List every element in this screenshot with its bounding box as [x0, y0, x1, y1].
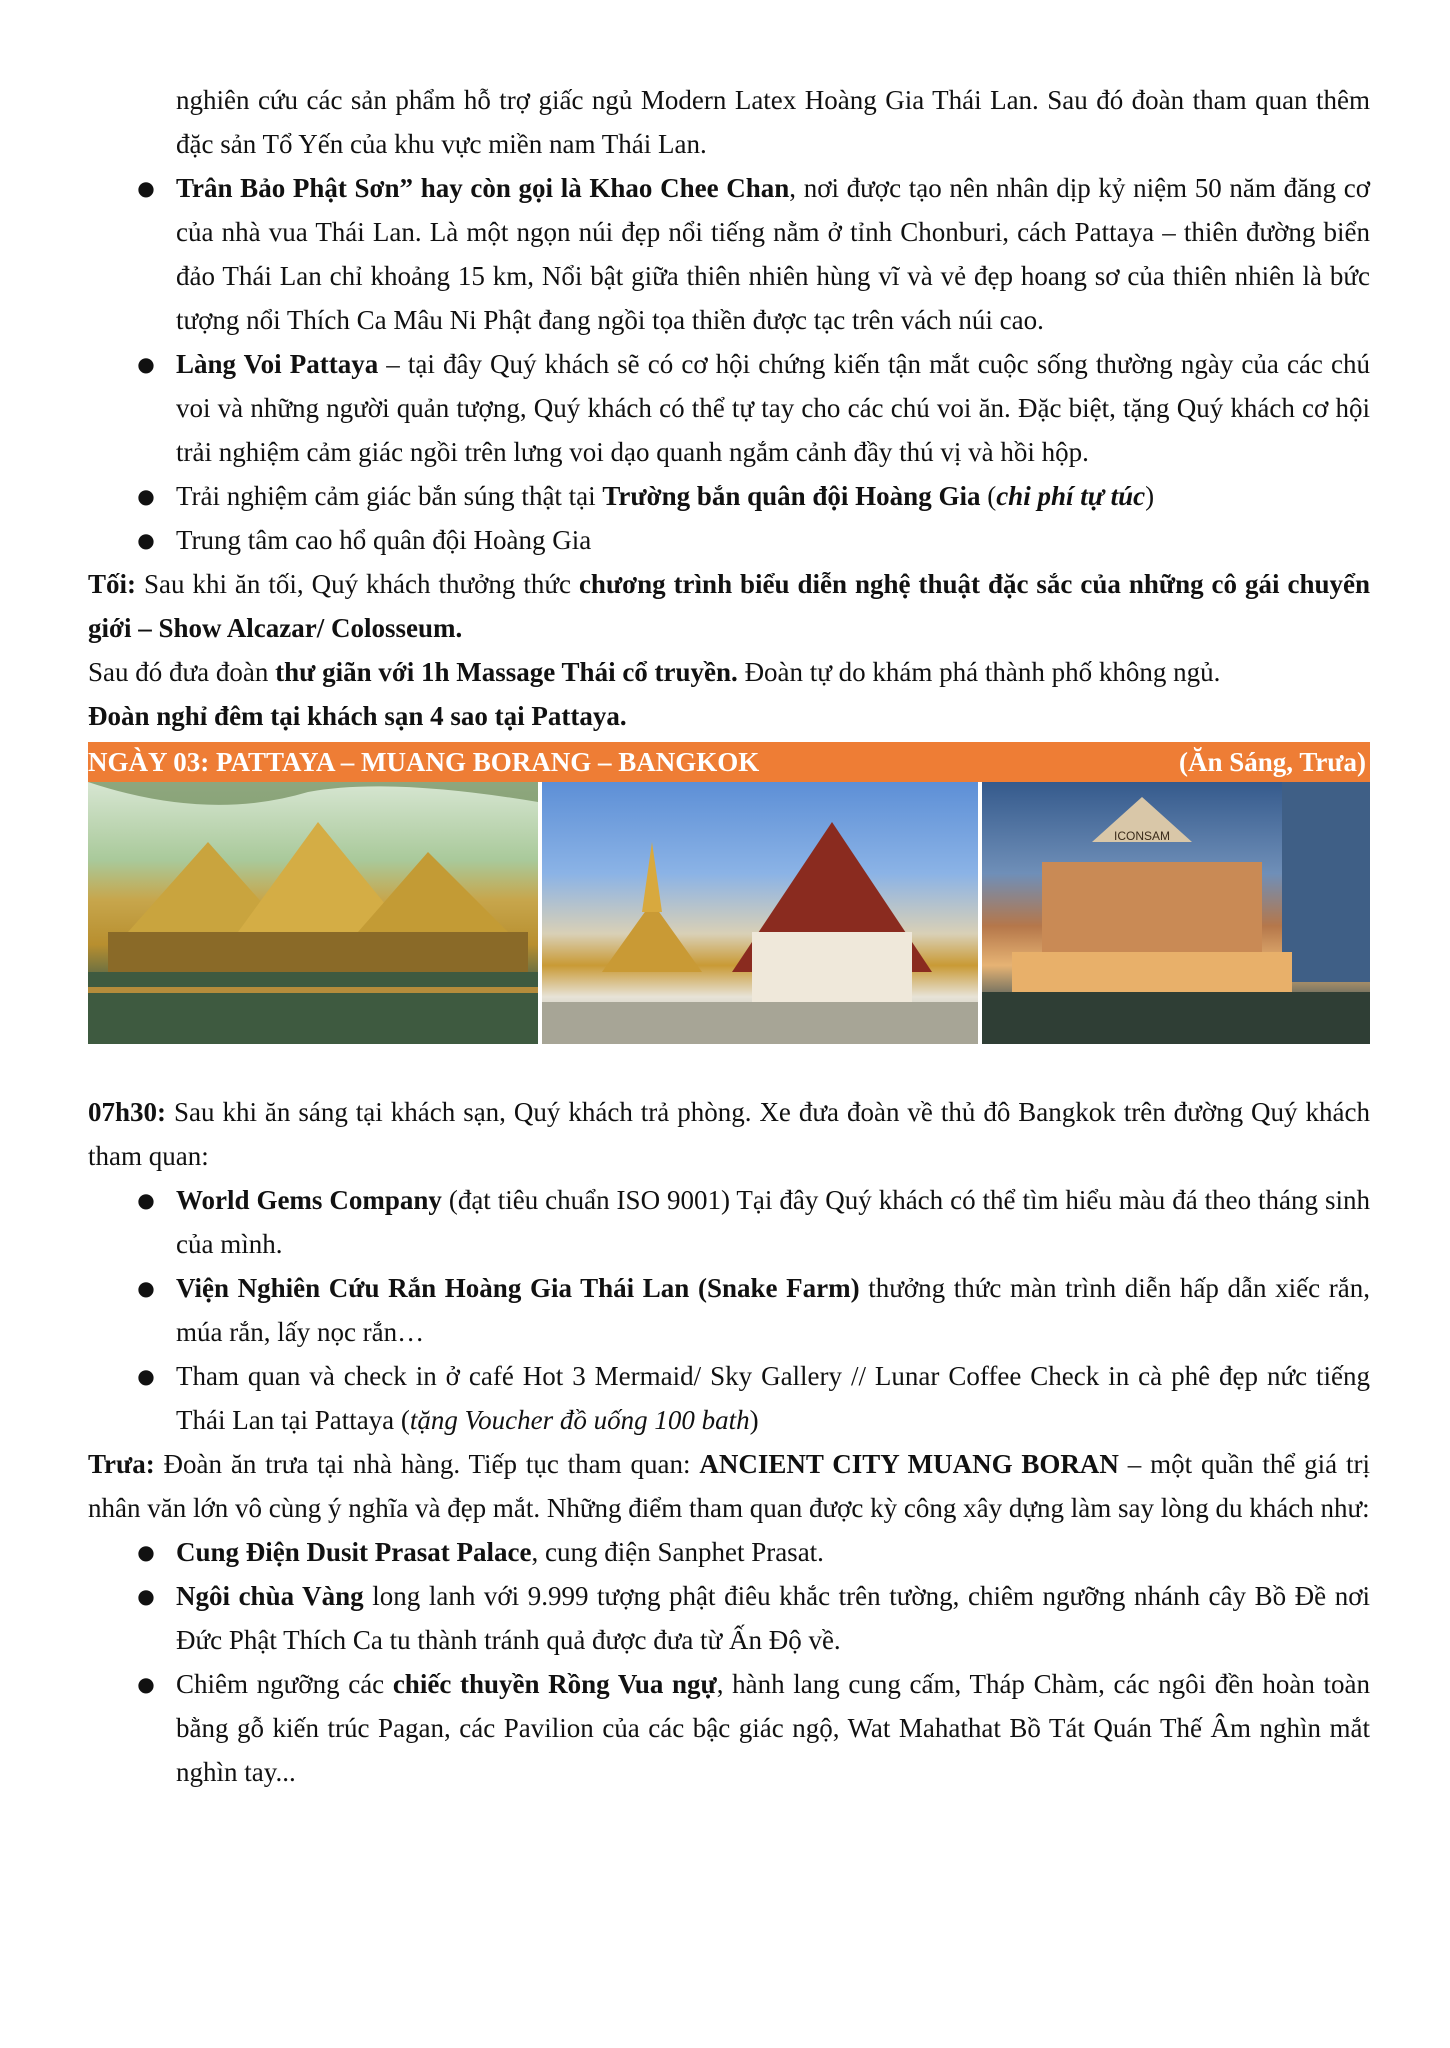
evening-text: Sau khi ăn tối, Quý khách thưởng thức	[136, 569, 579, 599]
photo-iconsiam	[982, 782, 1370, 1044]
attraction-desc: thưởng thức màn trình diễn hấp dẫn xiếc rắn, múa rắn, lấy nọc rắn…	[176, 1273, 1370, 1347]
attraction-name: Trường bắn quân đội Hoàng Gia	[602, 481, 981, 511]
bullet-icon: ●	[137, 176, 155, 200]
attraction-name: Trân Bảo Phật Sơn” hay còn gọi là Khao Chee Chan	[176, 173, 790, 203]
attraction-name: World Gems Company	[176, 1185, 442, 1215]
attractions-list-day2	[88, 166, 1370, 562]
massage-text: Sau đó đưa đoàn	[88, 657, 276, 687]
list-item	[88, 474, 1370, 518]
list-item	[88, 342, 1370, 474]
bullet-icon: ●	[137, 352, 155, 376]
list-item	[88, 1530, 1370, 1574]
bullet-icon: ●	[137, 1584, 155, 1608]
attraction-desc: long lanh với 9.999 tượng phật điêu khắc trên tường, chiêm ngưỡng nhánh cây Bồ Đề nơi Đức Phật Thích Ca tu thành tránh quả được đưa từ Ấn Độ về.	[176, 1581, 1370, 1655]
attraction-desc: Trung tâm cao hổ quân đội Hoàng Gia	[176, 525, 592, 555]
attraction-desc: Chiêm ngưỡng các	[176, 1669, 393, 1699]
day3-content	[88, 1090, 1370, 1794]
itinerary-page	[88, 78, 1370, 1794]
attraction-desc: , nơi được tạo nên nhân dịp kỷ niệm 50 năm đăng cơ của nhà vua Thái Lan. Là một ngọn núi đẹp nổi tiếng nằm ở tỉnh Chonburi, cách Pattaya – thiên đường biển đảo Thái Lan chỉ khoảng 15 km, Nổi bật giữa thiên nhiên hùng vĩ và vẻ đẹp hoang sơ của thiên nhiên là bức tượng nổi Thích Ca Mâu Ni Phật đang ngồi tọa thiền được tạc trên vách núi cao.	[176, 173, 1370, 335]
noon-text: – một quần thể giá trị nhân văn lớn vô cùng ý nghĩa và đẹp mắt. Những điểm tham quan được kỳ công xây dựng làm say lòng du khách như:	[88, 1449, 1371, 1523]
bullet-icon: ●	[137, 484, 155, 508]
show-name: chương trình biểu diễn nghệ thuật đặc sắc của những cô gái chuyển giới – Show Alcazar/ Colosseum.	[88, 569, 1370, 643]
attraction-name: Làng Voi Pattaya	[176, 349, 379, 379]
attraction-name: chiếc thuyền Rồng Vua ngự	[392, 1669, 717, 1699]
iconsiam-illustration	[982, 782, 1370, 1044]
cost-note: chi phí tự túc	[996, 481, 1146, 511]
bullet-icon: ●	[137, 1188, 155, 1212]
list-item	[88, 166, 1370, 342]
time-label: 07h30:	[88, 1097, 167, 1127]
noon-text: Đoàn ăn trưa tại nhà hàng. Tiếp tục tham quan:	[154, 1449, 700, 1479]
iconsiam-sign: ICONSAM	[1113, 829, 1171, 843]
pavilion-illustration	[88, 782, 538, 1044]
evening-paragraph	[88, 562, 1370, 650]
photo-pavilion	[88, 782, 538, 1044]
attraction-desc: )	[749, 1405, 759, 1435]
attraction-desc: , hành lang cung cấm, Tháp Chàm, các ngôi đền hoàn toàn bằng gỗ kiến trúc Pagan, các Pavilion của các bậc giác ngộ, Wat Mahathat Bồ Tát Quán Thế Âm nghìn mắt nghìn tay...	[176, 1669, 1371, 1787]
attraction-desc: )	[1145, 481, 1155, 511]
day-header-bar	[88, 742, 1370, 782]
attractions-list-day3	[88, 1178, 1370, 1442]
morning-paragraph	[88, 1090, 1370, 1178]
attraction-desc: Trải nghiệm cảm giác bắn súng thật tại	[176, 481, 603, 511]
day-photo-strip	[88, 782, 1370, 1044]
site-name: ANCIENT CITY MUANG BORAN	[699, 1449, 1119, 1479]
time-label: Trưa:	[88, 1449, 155, 1479]
massage-text: Đoàn tự do khám phá thành phố không ngủ.	[737, 657, 1221, 687]
list-item	[88, 1574, 1370, 1662]
morning-text: Sau khi ăn sáng tại khách sạn, Quý khách trả phòng. Xe đưa đoàn về thủ đô Bangkok trên đường Quý khách tham quan:	[88, 1097, 1370, 1171]
massage-paragraph	[88, 650, 1370, 694]
attraction-desc: Tham quan và check in ở café Hot 3 Mermaid/ Sky Gallery // Lunar Coffee Check in cà phê đẹp nức tiếng Thái Lan tại Pattaya (	[176, 1361, 1370, 1435]
attraction-desc: – tại đây Quý khách sẽ có cơ hội chứng kiến tận mắt cuộc sống thường ngày của các chú voi và những người quản tượng, Quý khách có thể tự tay cho các chú voi ăn. Đặc biệt, tặng Quý khách cơ hội trải nghiệm cảm giác ngồi trên lưng voi dạo quanh ngắm cảnh đầy thú vị và hồi hộp.	[176, 349, 1370, 467]
list-item	[88, 1178, 1370, 1266]
attraction-name: Viện Nghiên Cứu Rắn Hoàng Gia Thái Lan (Snake Farm)	[176, 1273, 860, 1303]
attraction-name: Ngôi chùa Vàng	[176, 1581, 364, 1611]
noon-paragraph	[88, 1442, 1370, 1530]
bullet-icon: ●	[137, 1364, 155, 1388]
day-meals: (Ăn Sáng, Trưa)	[1179, 747, 1366, 777]
intro-paragraph: nghiên cứu các sản phẩm hỗ trợ giấc ngủ Modern Latex Hoàng Gia Thái Lan. Sau đó đoàn tham quan thêm đặc sản Tổ Yến của khu vực miền nam Thái Lan.	[176, 85, 1370, 159]
massage-highlight: thư giãn với 1h Massage Thái cổ truyền.	[275, 657, 738, 687]
overnight-text: Đoàn nghỉ đêm tại khách sạn 4 sao tại Pattaya.	[88, 701, 627, 731]
voucher-note: tặng Voucher đồ uống 100 bath	[409, 1405, 750, 1435]
overnight-paragraph	[88, 694, 1370, 738]
list-item	[88, 1266, 1370, 1354]
bullet-icon: ●	[137, 1276, 155, 1300]
attraction-desc: (	[980, 481, 997, 511]
palace-illustration	[542, 782, 978, 1044]
bullet-icon: ●	[137, 1540, 155, 1564]
bullet-icon: ●	[137, 528, 155, 552]
day-title: NGÀY 03: PATTAYA – MUANG BORANG – BANGKOK	[88, 747, 760, 777]
list-item	[88, 1354, 1370, 1442]
list-item	[88, 518, 1370, 562]
photo-grand-palace	[542, 782, 978, 1044]
list-item	[88, 1662, 1370, 1794]
time-label: Tối:	[88, 569, 137, 599]
attraction-desc: (đạt tiêu chuẩn ISO 9001) Tại đây Quý khách có thể tìm hiểu màu đá theo tháng sinh của mình.	[176, 1185, 1370, 1259]
bullet-icon: ●	[137, 1672, 155, 1696]
attraction-name: Cung Điện Dusit Prasat Palace	[176, 1537, 532, 1567]
attraction-desc: , cung điện Sanphet Prasat.	[531, 1537, 824, 1567]
ancient-city-list	[88, 1530, 1370, 1794]
